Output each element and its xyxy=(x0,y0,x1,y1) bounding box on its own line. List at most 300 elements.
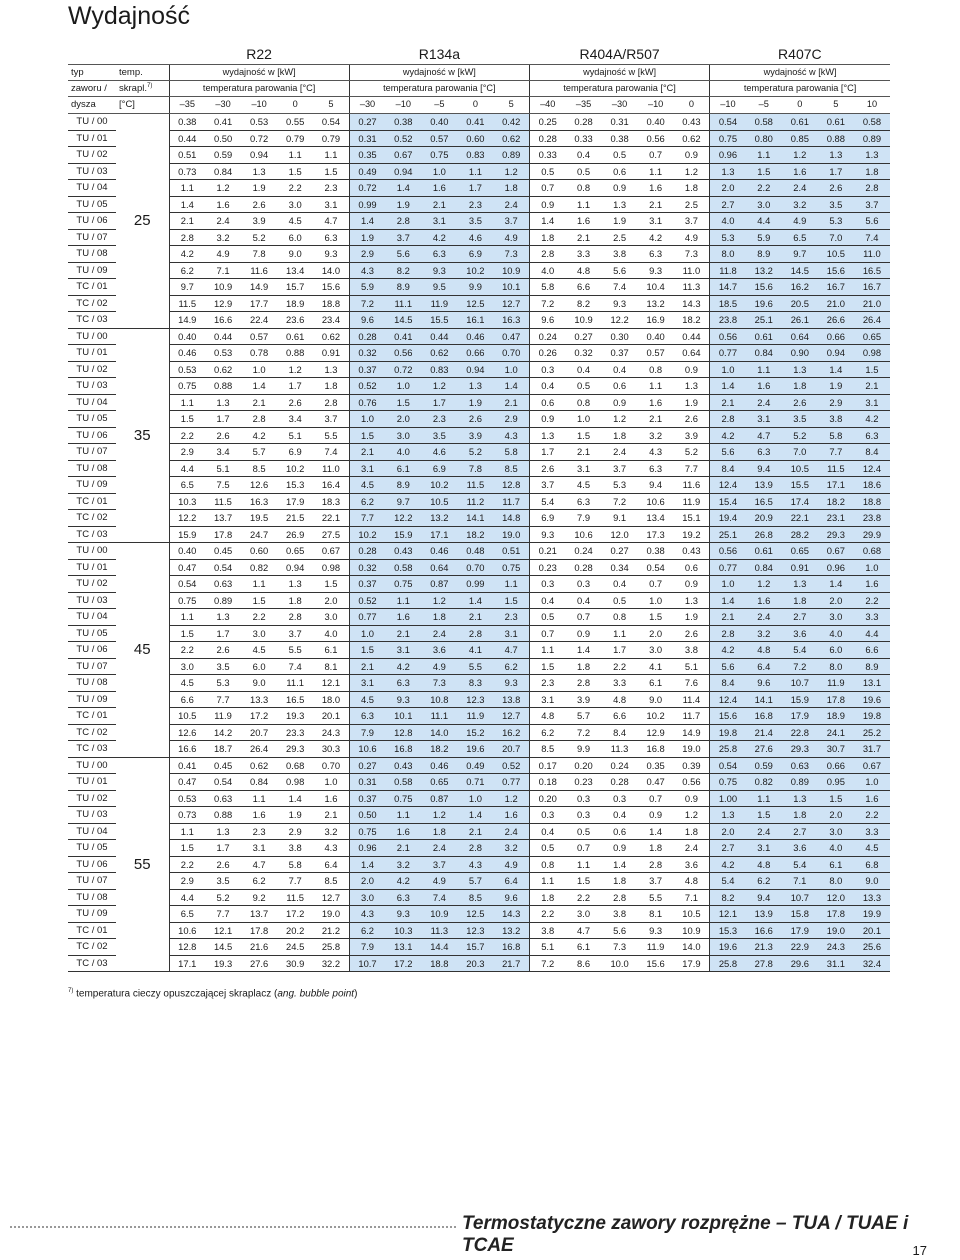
capacity-cell: 9.3 xyxy=(385,906,421,923)
capacity-cell: 1.1 xyxy=(602,625,638,642)
capacity-cell: 9.3 xyxy=(421,262,457,279)
capacity-cell: 9.3 xyxy=(385,691,421,708)
capacity-cell: 16.9 xyxy=(638,312,674,329)
capacity-cell: 0.43 xyxy=(674,543,710,560)
capacity-cell: 9.0 xyxy=(277,246,313,263)
capacity-cell: 1.3 xyxy=(710,807,746,824)
capacity-cell: 2.4 xyxy=(746,609,782,626)
capacity-cell: 16.6 xyxy=(746,922,782,939)
capacity-cell: 21.6 xyxy=(241,939,277,956)
capacity-cell: 12.0 xyxy=(602,526,638,543)
capacity-cell: 0.4 xyxy=(566,592,602,609)
capacity-cell: 8.5 xyxy=(457,889,493,906)
capacity-cell: 1.2 xyxy=(602,411,638,428)
capacity-cell: 0.53 xyxy=(241,114,277,131)
capacity-cell: 1.3 xyxy=(529,427,565,444)
capacity-cell: 4.2 xyxy=(169,246,205,263)
capacity-cell: 0.27 xyxy=(349,757,385,774)
capacity-cell: 0.5 xyxy=(602,147,638,164)
capacity-cell: 4.1 xyxy=(457,642,493,659)
capacity-cell: 2.6 xyxy=(277,394,313,411)
capacity-cell: 32.4 xyxy=(854,955,890,972)
capacity-cell: 8.4 xyxy=(710,460,746,477)
capacity-cell: 1.6 xyxy=(421,180,457,197)
capacity-cell: 0.8 xyxy=(566,394,602,411)
capacity-cell: 1.4 xyxy=(457,592,493,609)
capacity-cell: 15.6 xyxy=(746,279,782,296)
capacity-cell: 2.0 xyxy=(385,411,421,428)
capacity-cell: 1.1 xyxy=(566,856,602,873)
capacity-cell: 0.4 xyxy=(529,592,565,609)
capacity-cell: 13.2 xyxy=(638,295,674,312)
capacity-cell: 3.8 xyxy=(818,411,854,428)
capacity-cell: 0.61 xyxy=(746,328,782,345)
capacity-cell: 3.2 xyxy=(782,196,818,213)
capacity-cell: 5.2 xyxy=(782,427,818,444)
capacity-cell: 5.8 xyxy=(529,279,565,296)
capacity-cell: 13.7 xyxy=(205,510,241,527)
capacity-cell: 0.73 xyxy=(169,807,205,824)
capacity-cell: 2.8 xyxy=(457,625,493,642)
capacity-cell: 10.5 xyxy=(782,460,818,477)
capacity-cell: 4.5 xyxy=(566,477,602,494)
capacity-cell: 1.1 xyxy=(746,361,782,378)
capacity-cell: 0.21 xyxy=(529,543,565,560)
capacity-cell: 0.56 xyxy=(638,130,674,147)
capacity-cell: 1.1 xyxy=(385,592,421,609)
capacity-cell: 0.37 xyxy=(602,345,638,362)
capacity-cell: 15.3 xyxy=(277,477,313,494)
evap-temp-value: –10 xyxy=(241,97,277,114)
valve-type: TU / 07 xyxy=(68,444,116,461)
capacity-cell: 0.3 xyxy=(602,790,638,807)
evap-temp-value: –40 xyxy=(529,97,565,114)
capacity-cell: 3.5 xyxy=(421,427,457,444)
capacity-cell: 1.2 xyxy=(277,361,313,378)
capacity-cell: 0.75 xyxy=(493,559,529,576)
capacity-cell: 2.1 xyxy=(169,213,205,230)
capacity-cell: 1.1 xyxy=(241,576,277,593)
capacity-cell: 0.58 xyxy=(385,774,421,791)
capacity-cell: 0.61 xyxy=(818,114,854,131)
capacity-cell: 0.9 xyxy=(638,807,674,824)
capacity-cell: 0.38 xyxy=(602,130,638,147)
valve-type: TU / 00 xyxy=(68,543,116,560)
capacity-cell: 10.2 xyxy=(457,262,493,279)
capacity-cell: 9.0 xyxy=(854,873,890,890)
capacity-cell: 2.3 xyxy=(529,675,565,692)
table-row xyxy=(68,708,890,725)
capacity-cell: 0.3 xyxy=(529,807,565,824)
capacity-cell: 13.8 xyxy=(493,691,529,708)
capacity-cell: 12.9 xyxy=(205,295,241,312)
capacity-cell: 6.1 xyxy=(818,856,854,873)
capacity-cell: 4.4 xyxy=(169,460,205,477)
evap-temp-value: –10 xyxy=(385,97,421,114)
capacity-cell: 0.96 xyxy=(710,147,746,164)
valve-type: TU / 09 xyxy=(68,906,116,923)
capacity-cell: 2.8 xyxy=(566,675,602,692)
capacity-cell: 2.5 xyxy=(602,229,638,246)
capacity-cell: 23.8 xyxy=(854,510,890,527)
capacity-cell: 1.4 xyxy=(529,213,565,230)
capacity-cell: 10.2 xyxy=(421,477,457,494)
capacity-cell: 17.1 xyxy=(169,955,205,972)
capacity-cell: 6.3 xyxy=(313,229,349,246)
capacity-cell: 7.2 xyxy=(529,295,565,312)
capacity-cell: 0.61 xyxy=(782,114,818,131)
table-row xyxy=(68,823,890,840)
capacity-cell: 10.5 xyxy=(818,246,854,263)
capacity-cell: 0.67 xyxy=(818,543,854,560)
capacity-cell: 0.57 xyxy=(638,345,674,362)
capacity-cell: 2.9 xyxy=(818,394,854,411)
capacity-cell: 3.3 xyxy=(854,823,890,840)
capacity-cell: 16.3 xyxy=(493,312,529,329)
capacity-cell: 19.6 xyxy=(457,741,493,758)
capacity-cell: 23.3 xyxy=(277,724,313,741)
capacity-cell: 3.2 xyxy=(313,823,349,840)
capacity-cell: 4.8 xyxy=(746,856,782,873)
evap-temp-value: 0 xyxy=(457,97,493,114)
capacity-cell: 2.2 xyxy=(854,807,890,824)
capacity-cell: 8.2 xyxy=(385,262,421,279)
valve-type: TU / 03 xyxy=(68,163,116,180)
temp-label-3: [°C] xyxy=(116,97,169,114)
capacity-cell: 1.4 xyxy=(241,378,277,395)
table-row xyxy=(68,262,890,279)
capacity-cell: 10.9 xyxy=(493,262,529,279)
capacity-cell: 3.7 xyxy=(421,856,457,873)
valve-type: TC / 03 xyxy=(68,526,116,543)
capacity-cell: 0.37 xyxy=(349,576,385,593)
capacity-cell: 0.47 xyxy=(169,559,205,576)
capacity-cell: 5.1 xyxy=(277,427,313,444)
capacity-cell: 0.90 xyxy=(782,345,818,362)
capacity-cell: 3.6 xyxy=(782,625,818,642)
capacity-cell: 1.9 xyxy=(674,609,710,626)
capacity-cell: 1.4 xyxy=(602,856,638,873)
capacity-cell: 20.7 xyxy=(493,741,529,758)
capacity-cell: 1.0 xyxy=(349,411,385,428)
capacity-cell: 6.1 xyxy=(385,460,421,477)
capacity-cell: 0.24 xyxy=(566,543,602,560)
capacity-cell: 4.4 xyxy=(169,889,205,906)
capacity-cell: 0.4 xyxy=(602,807,638,824)
capacity-cell: 0.54 xyxy=(710,114,746,131)
capacity-cell: 0.43 xyxy=(385,543,421,560)
capacity-cell: 0.4 xyxy=(529,378,565,395)
capacity-cell: 17.9 xyxy=(782,708,818,725)
capacity-cell: 0.98 xyxy=(313,559,349,576)
capacity-cell: 25.8 xyxy=(313,939,349,956)
capacity-cell: 10.4 xyxy=(638,279,674,296)
capacity-cell: 2.3 xyxy=(241,823,277,840)
capacity-cell: 7.9 xyxy=(349,939,385,956)
capacity-cell: 3.1 xyxy=(349,460,385,477)
capacity-cell: 0.46 xyxy=(169,345,205,362)
capacity-cell: 0.75 xyxy=(385,790,421,807)
capacity-cell: 3.8 xyxy=(602,906,638,923)
capacity-cell: 12.2 xyxy=(169,510,205,527)
capacity-cell: 7.7 xyxy=(205,906,241,923)
capacity-cell: 3.0 xyxy=(746,196,782,213)
capacity-cell: 0.6 xyxy=(602,823,638,840)
capacity-cell: 4.8 xyxy=(746,642,782,659)
capacity-cell: 3.7 xyxy=(638,873,674,890)
capacity-cell: 4.9 xyxy=(674,229,710,246)
capacity-cell: 0.60 xyxy=(241,543,277,560)
capacity-cell: 19.5 xyxy=(241,510,277,527)
capacity-cell: 20.7 xyxy=(241,724,277,741)
capacity-cell: 2.8 xyxy=(313,394,349,411)
capacity-cell: 9.9 xyxy=(566,741,602,758)
capacity-cell: 1.3 xyxy=(205,394,241,411)
capacity-cell: 7.6 xyxy=(674,675,710,692)
capacity-cell: 19.3 xyxy=(277,708,313,725)
capacity-cell: 1.8 xyxy=(313,378,349,395)
capacity-cell: 2.1 xyxy=(385,625,421,642)
capacity-cell: 0.5 xyxy=(529,163,565,180)
valve-type: TU / 07 xyxy=(68,873,116,890)
capacity-cell: 14.0 xyxy=(674,939,710,956)
capacity-cell: 2.8 xyxy=(457,840,493,857)
capacity-cell: 1.4 xyxy=(818,576,854,593)
capacity-cell: 0.31 xyxy=(349,774,385,791)
capacity-cell: 10.7 xyxy=(782,675,818,692)
valve-type: TU / 07 xyxy=(68,229,116,246)
capacity-cell: 18.9 xyxy=(277,295,313,312)
capacity-cell: 2.4 xyxy=(493,196,529,213)
capacity-cell: 16.7 xyxy=(818,279,854,296)
capacity-cell: 12.6 xyxy=(169,724,205,741)
capacity-cell: 16.1 xyxy=(457,312,493,329)
capacity-cell: 5.2 xyxy=(205,889,241,906)
capacity-cell: 25.1 xyxy=(746,312,782,329)
capacity-cell: 5.2 xyxy=(457,444,493,461)
capacity-cell: 11.9 xyxy=(205,708,241,725)
table-row xyxy=(68,642,890,659)
capacity-cell: 7.4 xyxy=(854,229,890,246)
capacity-cell: 0.49 xyxy=(349,163,385,180)
capacity-cell: 0.94 xyxy=(241,147,277,164)
capacity-cell: 5.1 xyxy=(205,460,241,477)
valve-type: TU / 06 xyxy=(68,427,116,444)
capacity-cell: 12.1 xyxy=(313,675,349,692)
capacity-cell: 2.1 xyxy=(854,378,890,395)
valve-type: TC / 01 xyxy=(68,708,116,725)
capacity-cell: 1.9 xyxy=(674,394,710,411)
capacity-cell: 0.50 xyxy=(349,807,385,824)
capacity-cell: 0.62 xyxy=(313,328,349,345)
capacity-cell: 10.9 xyxy=(674,922,710,939)
capacity-cell: 19.0 xyxy=(818,922,854,939)
capacity-cell: 0.54 xyxy=(313,114,349,131)
capacity-cell: 3.0 xyxy=(818,823,854,840)
capacity-cell: 7.0 xyxy=(818,229,854,246)
capacity-cell: 0.27 xyxy=(349,114,385,131)
capacity-cell: 0.7 xyxy=(638,576,674,593)
capacity-cell: 0.27 xyxy=(566,328,602,345)
capacity-cell: 1.7 xyxy=(529,444,565,461)
capacity-cell: 0.75 xyxy=(169,378,205,395)
capacity-cell: 4.5 xyxy=(854,840,890,857)
capacity-cell: 0.8 xyxy=(602,609,638,626)
refrigerant-name: R404A/R507 xyxy=(529,44,709,65)
capacity-cell: 0.32 xyxy=(349,345,385,362)
capacity-cell: 0.75 xyxy=(421,147,457,164)
capacity-cell: 14.1 xyxy=(746,691,782,708)
table-row xyxy=(68,543,890,560)
valve-type: TU / 04 xyxy=(68,180,116,197)
capacity-cell: 11.5 xyxy=(277,889,313,906)
capacity-cell: 11.2 xyxy=(457,493,493,510)
valve-type: TU / 05 xyxy=(68,411,116,428)
capacity-cell: 5.3 xyxy=(205,675,241,692)
capacity-cell: 1.2 xyxy=(746,576,782,593)
capacity-cell: 0.50 xyxy=(205,130,241,147)
capacity-cell: 0.28 xyxy=(566,559,602,576)
capacity-cell: 11.7 xyxy=(674,708,710,725)
capacity-cell: 8.6 xyxy=(566,955,602,972)
capacity-cell: 3.1 xyxy=(854,394,890,411)
capacity-cell: 0.65 xyxy=(854,328,890,345)
capacity-cell: 15.6 xyxy=(313,279,349,296)
table-row xyxy=(68,741,890,758)
capacity-cell: 1.8 xyxy=(782,807,818,824)
capacity-cell: 7.7 xyxy=(277,873,313,890)
capacity-cell: 0.6 xyxy=(674,559,710,576)
capacity-cell: 9.0 xyxy=(241,675,277,692)
capacity-cell: 4.8 xyxy=(674,873,710,890)
capacity-cell: 10.5 xyxy=(674,906,710,923)
capacity-cell: 1.1 xyxy=(313,147,349,164)
evap-temp-value: –10 xyxy=(638,97,674,114)
capacity-cell: 4.4 xyxy=(854,625,890,642)
capacity-cell: 2.2 xyxy=(169,642,205,659)
capacity-cell: 15.7 xyxy=(277,279,313,296)
capacity-cell: 0.59 xyxy=(205,147,241,164)
capacity-cell: 6.3 xyxy=(854,427,890,444)
capacity-cell: 11.9 xyxy=(457,708,493,725)
capacity-cell: 4.2 xyxy=(385,873,421,890)
capacity-cell: 0.88 xyxy=(205,807,241,824)
capacity-cell: 9.3 xyxy=(529,526,565,543)
capacity-cell: 0.24 xyxy=(529,328,565,345)
type-label-2: zaworu / xyxy=(68,81,116,97)
capacity-cell: 1.1 xyxy=(746,790,782,807)
capacity-cell: 27.8 xyxy=(746,955,782,972)
capacity-cell: 4.9 xyxy=(421,658,457,675)
capacity-cell: 2.6 xyxy=(782,394,818,411)
capacity-cell: 0.89 xyxy=(205,592,241,609)
capacity-cell: 1.5 xyxy=(349,642,385,659)
capacity-cell: 19.8 xyxy=(854,708,890,725)
capacity-cell: 16.2 xyxy=(782,279,818,296)
capacity-cell: 0.54 xyxy=(169,576,205,593)
capacity-cell: 1.6 xyxy=(746,378,782,395)
capacity-cell: 1.0 xyxy=(457,790,493,807)
capacity-cell: 0.89 xyxy=(493,147,529,164)
table-row xyxy=(68,625,890,642)
capacity-cell: 2.8 xyxy=(385,213,421,230)
capacity-cell: 0.88 xyxy=(277,345,313,362)
capacity-cell: 4.3 xyxy=(493,427,529,444)
capacity-cell: 2.1 xyxy=(349,658,385,675)
capacity-cell: 0.17 xyxy=(529,757,565,774)
capacity-cell: 2.4 xyxy=(782,180,818,197)
capacity-cell: 2.6 xyxy=(457,411,493,428)
capacity-cell: 1.6 xyxy=(638,394,674,411)
capacity-cell: 12.5 xyxy=(457,906,493,923)
capacity-cell: 0.68 xyxy=(854,543,890,560)
capacity-cell: 1.7 xyxy=(205,625,241,642)
capacity-cell: 18.3 xyxy=(313,493,349,510)
capacity-cell: 0.82 xyxy=(241,559,277,576)
capacity-cell: 1.1 xyxy=(169,823,205,840)
capacity-cell: 17.1 xyxy=(818,477,854,494)
capacity-cell: 2.6 xyxy=(818,180,854,197)
capacity-cell: 19.4 xyxy=(710,510,746,527)
evap-temp-value: –5 xyxy=(421,97,457,114)
capacity-cell: 0.3 xyxy=(566,576,602,593)
capacity-cell: 1.9 xyxy=(602,213,638,230)
capacity-cell: 0.8 xyxy=(529,856,565,873)
capacity-cell: 4.5 xyxy=(241,642,277,659)
capacity-cell: 17.8 xyxy=(241,922,277,939)
capacity-cell: 1.2 xyxy=(493,790,529,807)
capacity-cell: 4.7 xyxy=(566,922,602,939)
capacity-cell: 8.9 xyxy=(854,658,890,675)
capacity-cell: 0.7 xyxy=(638,147,674,164)
capacity-cell: 2.1 xyxy=(241,394,277,411)
capacity-cell: 10.2 xyxy=(349,526,385,543)
table-row xyxy=(68,312,890,329)
capacity-cell: 21.0 xyxy=(818,295,854,312)
capacity-cell: 5.8 xyxy=(818,427,854,444)
capacity-cell: 1.9 xyxy=(385,196,421,213)
capacity-cell: 6.1 xyxy=(313,642,349,659)
capacity-cell: 1.4 xyxy=(710,592,746,609)
capacity-cell: 1.0 xyxy=(566,411,602,428)
capacity-cell: 2.9 xyxy=(169,444,205,461)
capacity-cell: 8.5 xyxy=(241,460,277,477)
capacity-cell: 4.1 xyxy=(638,658,674,675)
capacity-cell: 4.5 xyxy=(169,675,205,692)
valve-type: TU / 08 xyxy=(68,460,116,477)
capacity-cell: 1.0 xyxy=(854,559,890,576)
capacity-cell: 0.77 xyxy=(493,774,529,791)
capacity-cell: 0.43 xyxy=(674,114,710,131)
capacity-cell: 2.1 xyxy=(385,840,421,857)
capacity-cell: 1.3 xyxy=(457,378,493,395)
capacity-cell: 0.94 xyxy=(457,361,493,378)
capacity-cell: 24.3 xyxy=(313,724,349,741)
capacity-cell: 10.9 xyxy=(566,312,602,329)
table-row xyxy=(68,295,890,312)
capacity-cell: 19.0 xyxy=(493,526,529,543)
capacity-cell: 0.67 xyxy=(313,543,349,560)
capacity-cell: 5.3 xyxy=(710,229,746,246)
capacity-cell: 6.9 xyxy=(529,510,565,527)
capacity-cell: 3.1 xyxy=(638,213,674,230)
capacity-cell: 3.1 xyxy=(529,691,565,708)
capacity-cell: 0.20 xyxy=(529,790,565,807)
capacity-cell: 11.9 xyxy=(638,939,674,956)
capacity-cell: 0.88 xyxy=(818,130,854,147)
capacity-cell: 11.5 xyxy=(457,477,493,494)
capacity-cell: 1.7 xyxy=(205,840,241,857)
